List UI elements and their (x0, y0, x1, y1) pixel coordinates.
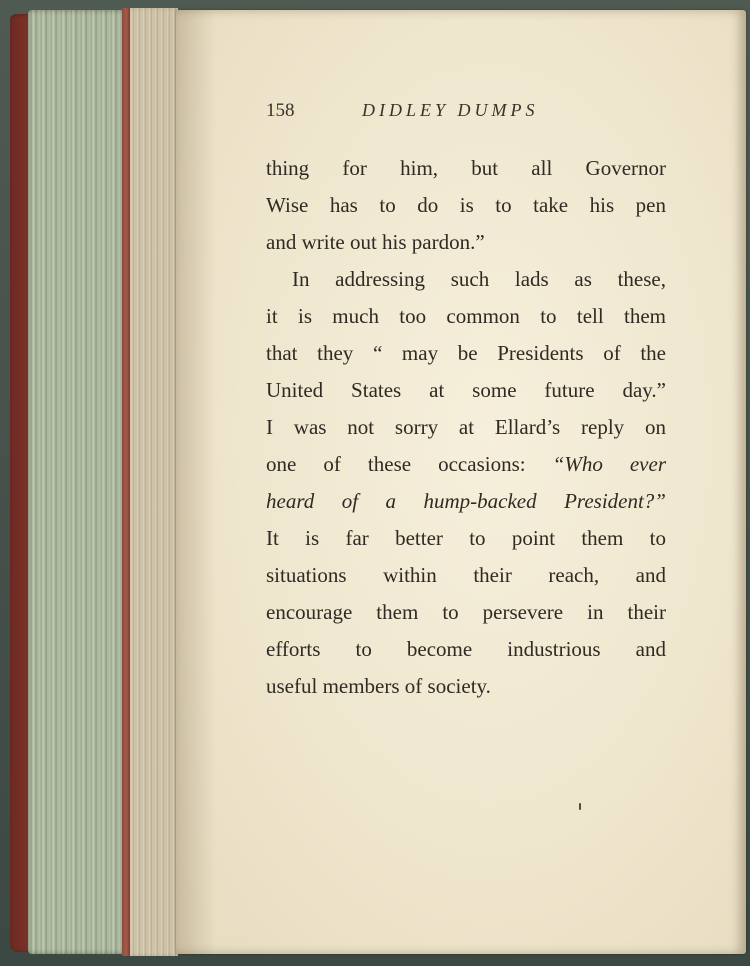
text-segment: one of these occasions: (266, 452, 526, 476)
text-line: United States at some future day.” (266, 378, 666, 402)
text-line: thing for him, but all Governor (266, 156, 666, 180)
text-line: it is much too common to tell them (266, 304, 666, 328)
text-line: useful members of society. (266, 674, 491, 698)
text-segment-italic: “Who ever (552, 452, 666, 476)
text-line: that they “ may be Presidents of the (266, 341, 666, 365)
page-edges-light (130, 8, 178, 956)
text-line: It is far better to point them to (266, 526, 666, 550)
text-line: encourage them to persevere in their (266, 600, 666, 624)
body-text (266, 150, 666, 705)
book-page (176, 10, 746, 954)
text-line-italic (266, 483, 666, 520)
ink-speck (579, 803, 581, 810)
running-head: DIDLEY DUMPS (362, 100, 539, 120)
text-line-mixed (266, 446, 666, 483)
text-line: I was not sorry at Ellard’s reply on (266, 415, 666, 439)
text-line: Wise has to do is to take his pen (266, 193, 666, 217)
page-edge-red (122, 8, 130, 956)
text-line: efforts to become industrious and (266, 637, 666, 661)
page-header (266, 100, 666, 126)
text-line: and write out his pardon.” (266, 230, 485, 254)
page-number: 158 (266, 100, 295, 121)
text-line: situations within their reach, and (266, 563, 666, 587)
text-line: In addressing such lads as these, (292, 267, 666, 291)
text-segment-italic: heard of a hump-backed President?” (266, 489, 666, 513)
